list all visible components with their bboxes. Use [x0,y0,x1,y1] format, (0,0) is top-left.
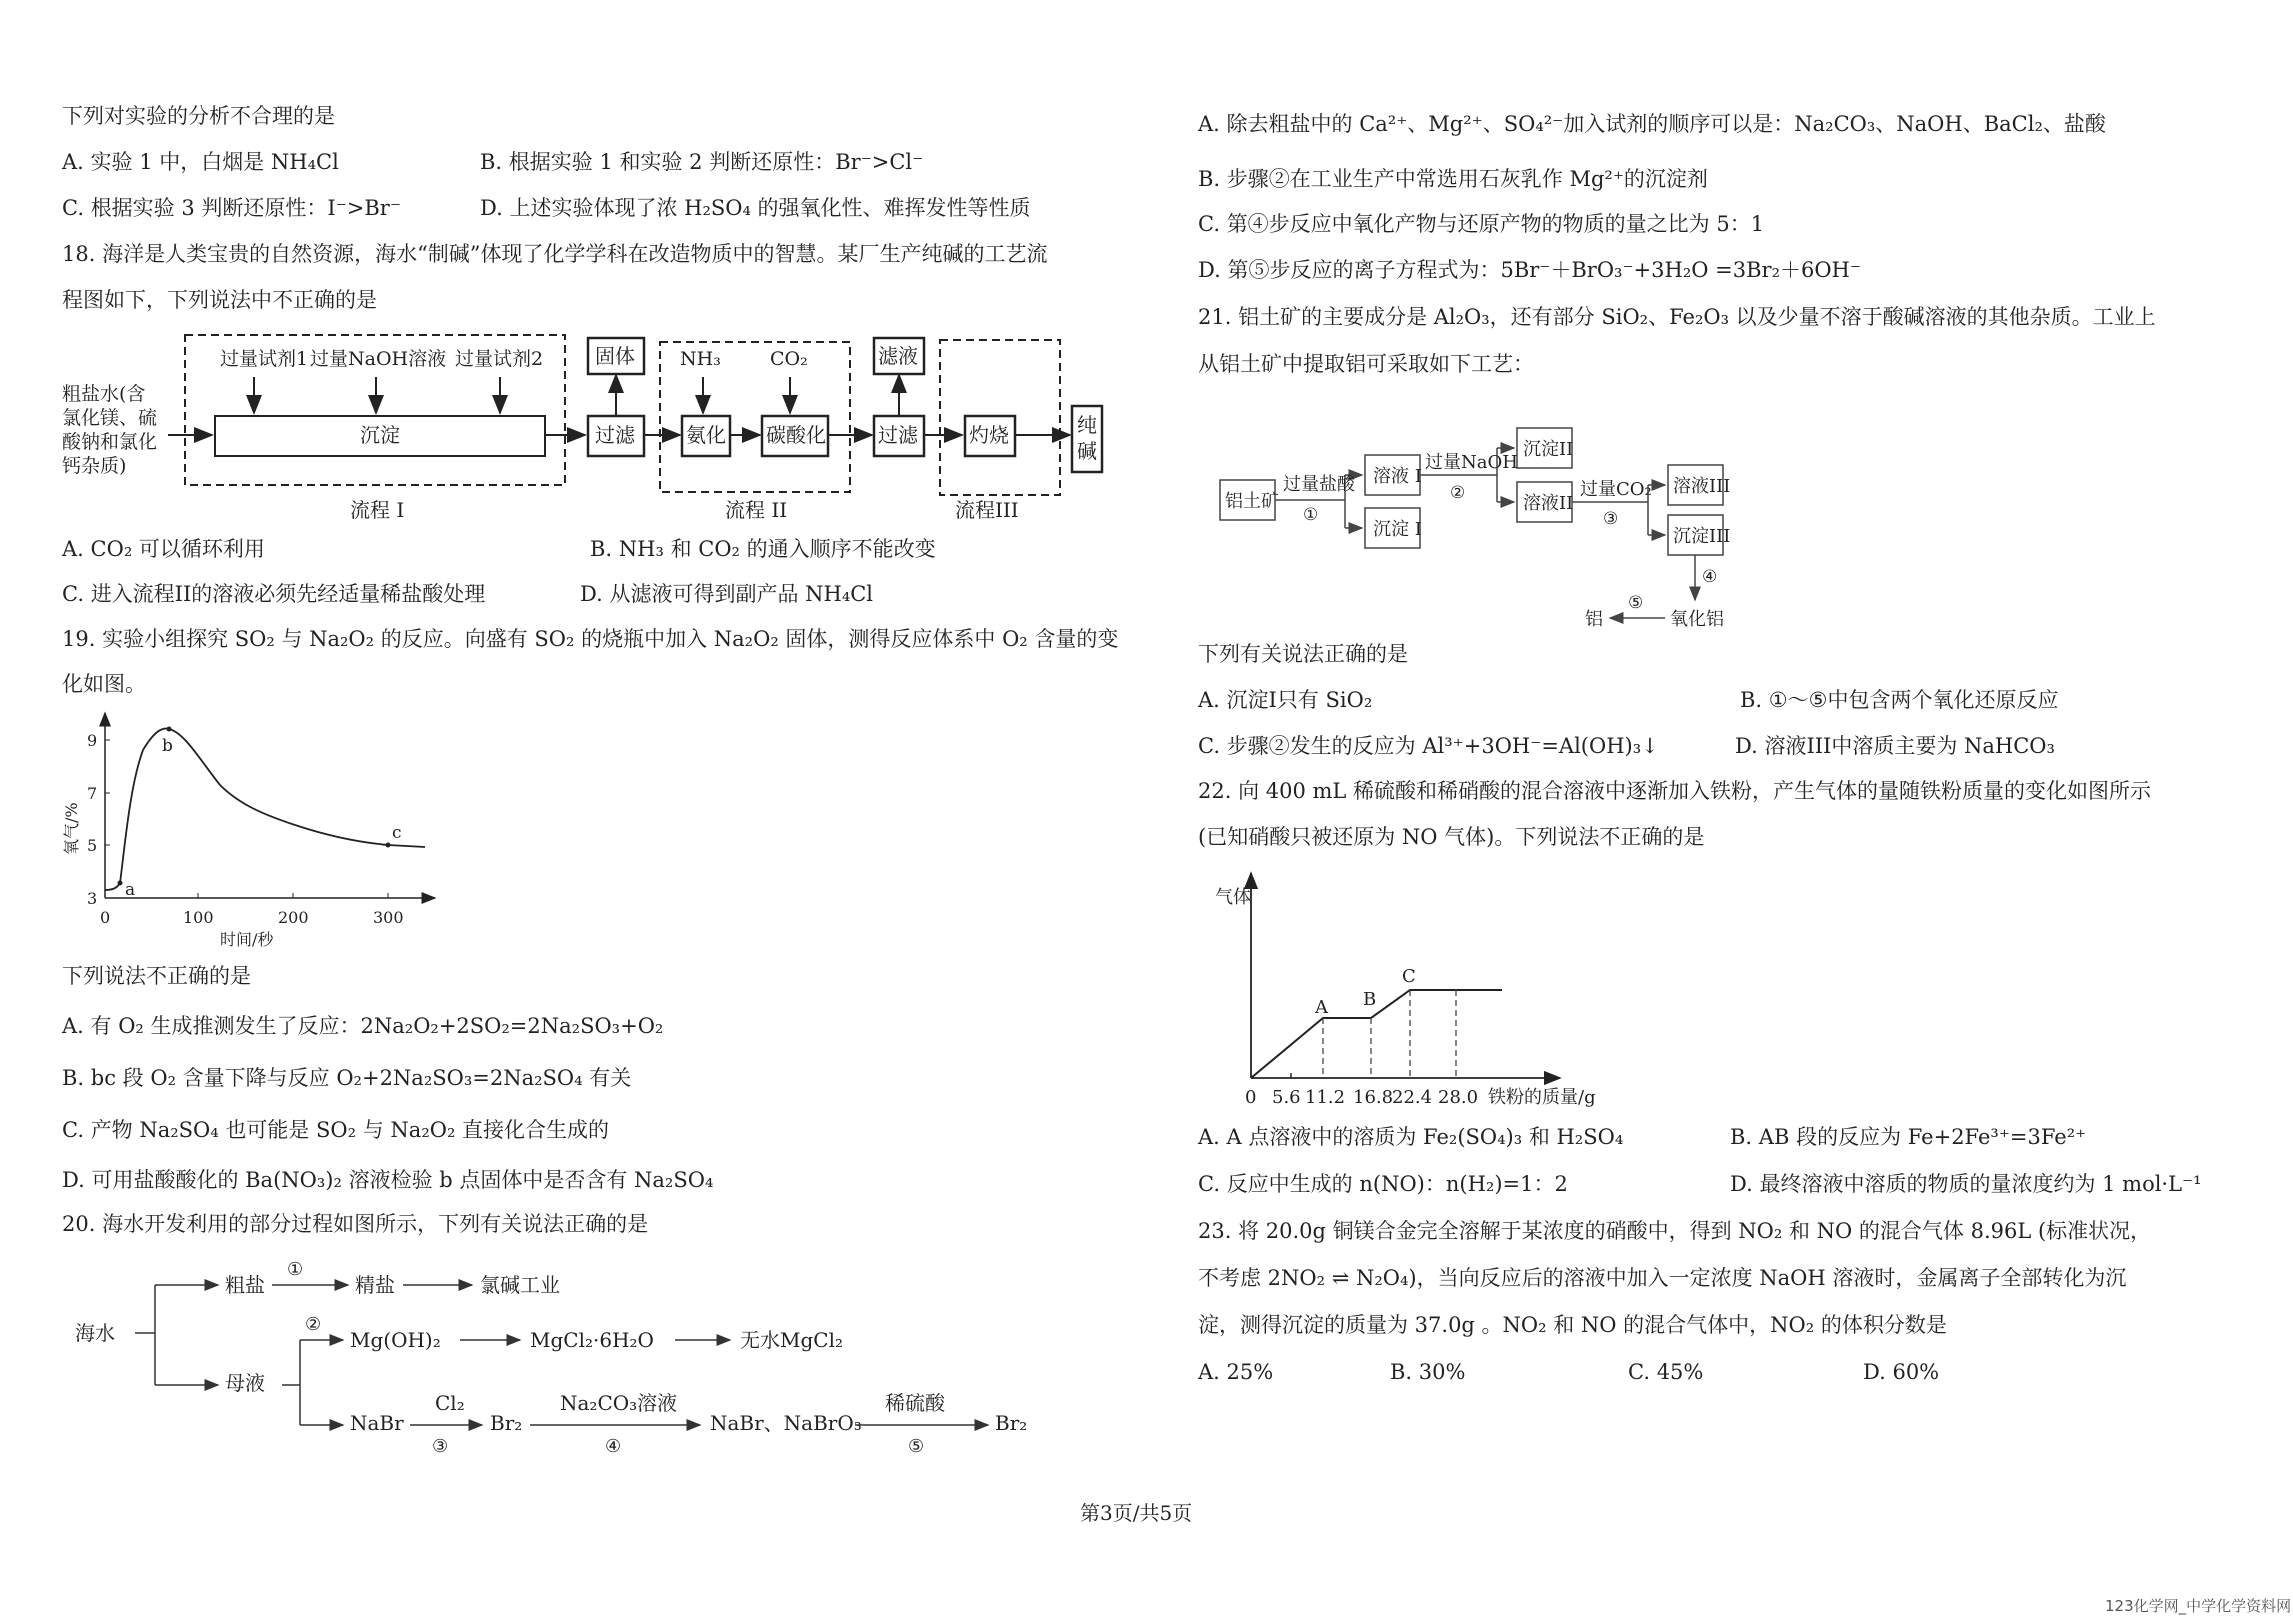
svg-text:⑤: ⑤ [1628,593,1644,613]
svg-text:5: 5 [87,836,98,855]
svg-text:过量盐酸: 过量盐酸 [1283,474,1355,495]
q17-option-d[interactable]: D. 上述实验体现了浓 H₂SO₄ 的强氧化性、难挥发性等性质 [480,196,1031,220]
svg-text:②: ② [305,1314,322,1335]
svg-text:②: ② [1450,483,1466,503]
svg-text:Br₂: Br₂ [995,1411,1028,1435]
q17-stem: 下列对实验的分析不合理的是 [62,104,335,128]
svg-text:③: ③ [432,1436,449,1457]
q22-option-a[interactable]: A. A 点溶液中的溶质为 Fe₂(SO₄)₃ 和 H₂SO₄ [1198,1125,1624,1149]
svg-text:⑤: ⑤ [908,1436,925,1457]
svg-text:碱: 碱 [1077,439,1097,463]
svg-text:粗盐: 粗盐 [225,1273,265,1297]
page-number: 第3页/共5页 [1080,1501,1193,1525]
watermark: 123化学网_中学化学资料网 [2105,1597,2292,1615]
svg-text:固体: 固体 [595,344,635,368]
svg-text:100: 100 [183,908,214,927]
q23-option-b[interactable]: B. 30% [1390,1360,1466,1384]
q18-stem-line1: 18. 海洋是人类宝贵的自然资源，海水“制碱”体现了化学学科在改造物质中的智慧。某厂生产纯碱的工艺流 [62,242,1048,266]
svg-text:CO₂: CO₂ [770,348,808,370]
svg-text:铝: 铝 [1585,609,1603,630]
q21-option-d[interactable]: D. 溶液III中溶质主要为 NaHCO₃ [1735,734,2055,758]
q22-stem-line1: 22. 向 400 mL 稀硫酸和稀硝酸的混合溶液中逐渐加入铁粉，产生气体的量随铁粉质量的变化如图所示 [1198,779,2152,803]
svg-text:粗盐水(含: 粗盐水(含 [62,383,146,405]
q19-option-b[interactable]: B. bc 段 O₂ 含量下降与反应 O₂+2Na₂SO₃=2Na₂SO₄ 有关 [62,1066,632,1090]
svg-text:①: ① [287,1259,304,1280]
svg-text:④: ④ [1702,567,1718,587]
q19-oxygen-chart [55,705,445,955]
q22-option-b[interactable]: B. AB 段的反应为 Fe+2Fe³⁺=3Fe²⁺ [1730,1125,2087,1149]
svg-text:流程 II: 流程 II [725,498,788,522]
q18-option-b[interactable]: B. NH₃ 和 CO₂ 的通入顺序不能改变 [590,537,936,561]
q17-option-b[interactable]: B. 根据实验 1 和实验 2 判断还原性：Br⁻>Cl⁻ [480,150,924,174]
stage3-dashed-box [940,340,1060,495]
svg-text:200: 200 [278,908,309,927]
svg-text:3: 3 [87,889,98,908]
svg-text:流程 I: 流程 I [350,498,405,522]
q19-option-c[interactable]: C. 产物 Na₂SO₄ 也可能是 SO₂ 与 Na₂O₂ 直接化合生成的 [62,1118,610,1142]
svg-text:精盐: 精盐 [355,1273,395,1297]
svg-text:NH₃: NH₃ [680,348,721,370]
q19-question: 下列说法不正确的是 [62,964,251,988]
svg-text:过滤: 过滤 [878,423,918,447]
svg-text:碳酸化: 碳酸化 [766,423,826,447]
q18-input-label [62,383,157,477]
q23-option-c[interactable]: C. 45% [1628,1360,1704,1384]
q18-option-a[interactable]: A. CO₂ 可以循环利用 [62,537,265,561]
svg-text:NaBr: NaBr [350,1411,404,1435]
svg-text:16.8: 16.8 [1353,1087,1394,1108]
q22-option-d[interactable]: D. 最终溶液中溶质的物质的量浓度约为 1 mol·L⁻¹ [1730,1172,2202,1196]
svg-text:9: 9 [87,731,98,750]
q23-stem-line2: 不考虑 2NO₂ ⇌ N₂O₄)，当向反应后的溶液中加入一定浓度 NaOH 溶液时，金属离子全部转化为沉 [1198,1266,2127,1290]
svg-text:①: ① [1303,505,1319,525]
svg-text:灼烧: 灼烧 [969,423,1009,447]
q18-option-d[interactable]: D. 从滤液可得到副产品 NH₄Cl [580,582,874,606]
q21-question: 下列有关说法正确的是 [1198,642,1408,666]
svg-text:A: A [1315,997,1328,1018]
q21-option-c[interactable]: C. 步骤②发生的反应为 Al³⁺+3OH⁻=Al(OH)₃↓ [1198,734,1659,758]
svg-text:溶液 I: 溶液 I [1373,466,1422,487]
svg-text:22.4: 22.4 [1392,1087,1433,1108]
svg-text:Na₂CO₃溶液: Na₂CO₃溶液 [560,1391,678,1415]
svg-text:5.6: 5.6 [1272,1087,1301,1108]
svg-text:Mg(OH)₂: Mg(OH)₂ [350,1328,441,1352]
q20-seawater-diagram [60,1250,1060,1460]
q22-stem-line2: (已知硝酸只被还原为 NO 气体)。下列说法不正确的是 [1198,825,1705,849]
svg-text:无水MgCl₂: 无水MgCl₂ [740,1328,843,1352]
svg-text:过量试剂1: 过量试剂1 [220,348,309,370]
q19-stem-line2: 化如图。 [62,672,146,696]
svg-text:过量CO₂: 过量CO₂ [1580,479,1652,500]
gas-line [1251,990,1502,1078]
svg-text:时间/秒: 时间/秒 [220,930,274,949]
svg-text:沉淀II: 沉淀II [1523,439,1574,460]
q18-option-c[interactable]: C. 进入流程II的溶液必须先经适量稀盐酸处理 [62,582,486,606]
svg-text:0: 0 [100,908,111,927]
svg-text:氯化镁、硫: 氯化镁、硫 [62,407,158,429]
svg-text:滤液: 滤液 [878,344,918,368]
svg-text:Cl₂: Cl₂ [435,1391,465,1415]
svg-text:28.0: 28.0 [1438,1087,1479,1108]
svg-text:NaBr、NaBrO₃: NaBr、NaBrO₃ [710,1411,862,1435]
q18-process-diagram [60,330,1160,525]
svg-text:过量试剂2: 过量试剂2 [455,348,544,370]
q20-option-a[interactable]: A. 除去粗盐中的 Ca²⁺、Mg²⁺、SO₄²⁻加入试剂的顺序可以是：Na₂CO₃、NaOH、BaCl₂、盐酸 [1198,112,2106,136]
svg-text:氧化铝: 氧化铝 [1670,609,1724,630]
svg-text:气体: 气体 [1215,887,1251,908]
svg-text:沉淀 I: 沉淀 I [1373,519,1422,540]
q23-option-a[interactable]: A. 25% [1198,1360,1274,1384]
svg-text:溶液III: 溶液III [1673,476,1731,497]
svg-text:铝土矿: 铝土矿 [1225,491,1279,512]
svg-text:b: b [162,736,173,756]
q20-stem: 20. 海水开发利用的部分过程如图所示，下列有关说法正确的是 [62,1212,649,1236]
svg-text:过量NaOH溶液: 过量NaOH溶液 [310,348,447,370]
svg-text:氯碱工业: 氯碱工业 [480,1273,560,1297]
q19-option-d[interactable]: D. 可用盐酸酸化的 Ba(NO₃)₂ 溶液检验 b 点固体中是否含有 Na₂SO₄ [62,1168,714,1192]
svg-text:300: 300 [373,908,404,927]
q19-stem-line1: 19. 实验小组探究 SO₂ 与 Na₂O₂ 的反应。向盛有 SO₂ 的烧瓶中加入 Na₂O₂ 固体，测得反应体系中 O₂ 含量的变 [62,627,1119,651]
q17-option-a[interactable]: A. 实验 1 中，白烟是 NH₄Cl [62,150,339,174]
svg-text:过滤: 过滤 [595,423,635,447]
q23-option-d[interactable]: D. 60% [1863,1360,1940,1384]
q19-option-a[interactable]: A. 有 O₂ 生成推测发生了反应：2Na₂O₂+2SO₂=2Na₂SO₃+O₂ [62,1014,664,1038]
q17-option-c[interactable]: C. 根据实验 3 判断还原性：I⁻>Br⁻ [62,196,401,220]
svg-text:钙杂质): 钙杂质) [62,455,127,477]
q20-option-c[interactable]: C. 第④步反应中氧化产物与还原产物的物质的量之比为 5：1 [1198,212,1765,236]
q22-gas-chart [1200,865,1670,1110]
svg-text:11.2: 11.2 [1305,1087,1346,1108]
q21-bauxite-diagram [1205,420,1925,640]
svg-text:③: ③ [1603,509,1619,529]
svg-text:7: 7 [87,784,98,803]
svg-text:a: a [125,880,136,900]
svg-text:④: ④ [605,1436,622,1457]
svg-text:沉淀III: 沉淀III [1673,526,1731,547]
svg-text:氧气/%: 氧气/% [62,802,81,855]
svg-text:0: 0 [1245,1087,1257,1108]
svg-text:沉淀: 沉淀 [360,423,400,447]
svg-text:稀硫酸: 稀硫酸 [885,1391,945,1415]
svg-text:溶液II: 溶液II [1523,493,1574,514]
q21-option-b[interactable]: B. ①～⑤中包含两个氧化还原反应 [1740,688,2059,712]
svg-text:酸钠和氯化: 酸钠和氯化 [62,431,158,453]
q23-stem-line3: 淀，测得沉淀的质量为 37.0g 。NO₂ 和 NO 的混合气体中，NO₂ 的体积分数是 [1198,1313,1947,1337]
svg-text:流程III: 流程III [955,498,1019,522]
svg-text:C: C [1402,966,1416,987]
q21-stem-line2: 从铝土矿中提取铝可采取如下工艺： [1198,352,1534,376]
svg-text:Br₂: Br₂ [490,1411,523,1435]
svg-text:MgCl₂·6H₂O: MgCl₂·6H₂O [530,1328,654,1352]
svg-text:氨化: 氨化 [686,423,726,447]
svg-text:纯: 纯 [1077,413,1097,437]
svg-text:海水: 海水 [75,1321,115,1345]
q20-option-d[interactable]: D. 第⑤步反应的离子方程式为：5Br⁻＋BrO₃⁻+3H₂O =3Br₂＋6OH⁻ [1198,258,1861,282]
q22-option-c[interactable]: C. 反应中生成的 n(NO)：n(H₂)=1：2 [1198,1172,1568,1196]
svg-text:母液: 母液 [225,1371,265,1395]
q23-stem-line1: 23. 将 20.0g 铜镁合金完全溶解于某浓度的硝酸中，得到 NO₂ 和 NO 的混合气体 8.96L (标准状况， [1198,1219,2152,1243]
oxygen-curve [105,728,425,890]
q21-option-a[interactable]: A. 沉淀I只有 SiO₂ [1198,688,1373,712]
svg-text:铁粉的质量/g: 铁粉的质量/g [1488,1087,1596,1108]
svg-text:过量NaOH: 过量NaOH [1425,452,1518,473]
q21-stem-line1: 21. 铝土矿的主要成分是 Al₂O₃，还有部分 SiO₂、Fe₂O₃ 以及少量不溶于酸碱溶液的其他杂质。工业上 [1198,305,2156,329]
svg-text:c: c [392,823,402,843]
svg-text:B: B [1363,989,1377,1010]
q18-stem-line2: 程图如下，下列说法中不正确的是 [62,288,377,312]
q20-option-b[interactable]: B. 步骤②在工业生产中常选用石灰乳作 Mg²⁺的沉淀剂 [1198,167,1708,191]
